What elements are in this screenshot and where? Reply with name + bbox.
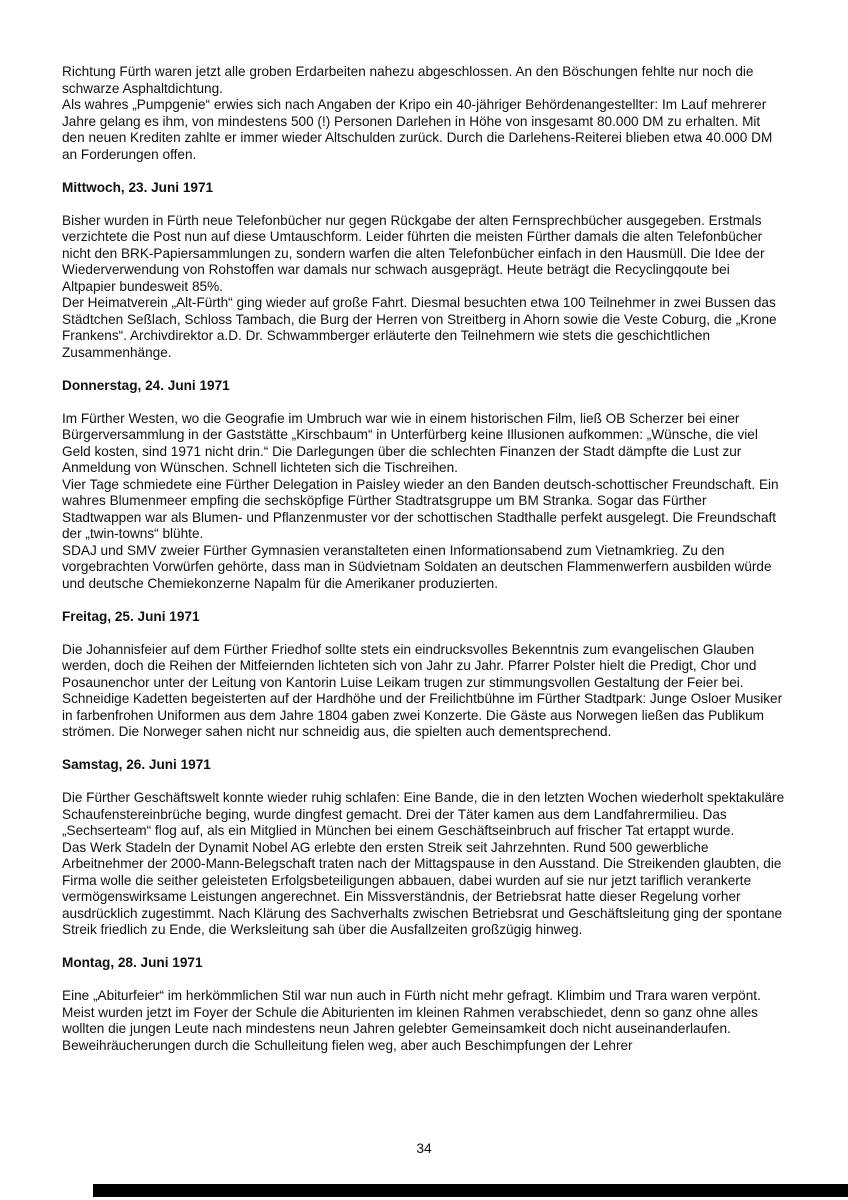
paragraph: Das Werk Stadeln der Dynamit Nobel AG erlebte den ersten Streik seit Jahrzehnten. Rund 500 gewerbliche Arbeitnehmer der 2000-Mann-Belegschaft traten nach der Mittagspause in den Ausstand. Die Streikenden glaubten, die Firma wolle die seither geleisteten Erfolgsbeteiligungen abbauen, dabei wurden auf sie nur jetzt tariflich verankerte vermögenswirksame Leistungen angerechnet. Ein Missverständnis, der Betriebsrat hatte dieser Regelung vorher ausdrücklich zugestimmt. Nach Klärung des Sachverhalts zwischen Betriebsrat und Geschäftsleitung ging der spontane Streik friedlich zu Ende, die Werksleitung sah über die Ausfallzeiten großzügig hinweg. [62, 839, 783, 937]
paragraph: Der Heimatverein „Alt-Fürth“ ging wieder auf große Fahrt. Diesmal besuchten etwa 100 Teilnehmer in zwei Bussen das Städtchen Seßlach, Schloss Tambach, die Burg der Herren von Streitberg in Ahorn sowie die Veste Coburg, die „Krone Frankens“. Archivdirektor a.D. Dr. Schwammberger erläuterte den Teilnehmern wie stets die geschichtlichen Zusammenhänge. [62, 295, 777, 360]
section-heading-montag-28-juni-1971: Montag, 28. Juni 1971 [62, 955, 203, 970]
section-heading-freitag-25-juni-1971: Freitag, 25. Juni 1971 [62, 608, 200, 624]
paragraph: Schneidige Kadetten begeisterten auf der Hardhöhe und der Freilichtbühne im Fürther Stadtpark: Junge Osloer Musiker in farbenfrohen Uniformen aus dem Jahre 1804 gaben zwei Konzerte. Die Gäste aus Norwegen ließen das Publikum strömen. Die Norweger sahen nicht nur schneidig aus, die spielten auch dementsprechend. [62, 691, 783, 739]
page-number: 34 [416, 1141, 432, 1156]
paragraph: Im Fürther Westen, wo die Geografie im Umbruch war wie in einem historischen Film, ließ OB Scherzer bei einer Bürgerversammlung in der Gaststätte „Kirschbaum“ in Unterfürberg keine Illusionen aufkommen: „Wünsche, die viel Geld kosten, sind 1971 nicht drin.“ Die Darlegungen über die schlechten Finanzen der Stadt dämpfte die Lust zur Anmeldung von Wünschen. Schnell lichteten sich die Tischreihen. [62, 410, 758, 475]
paragraph: Bisher wurden in Fürth neue Telefonbücher nur gegen Rückgabe der alten Fernsprechbücher ausgegeben. Erstmals verzichtete die Post nun auf diese Umtauschform. Leider führten die meisten Fürther damals die alten Telefonbücher nicht den BRK-Papiersammlungen zu, sondern warfen die alten Telefonbücher einfach in den Hausmüll. Die Idee der Wiederverwendung von Rohstoffen war damals nur schwach ausgeprägt. Heute beträgt die Recyclingqoute bei Altpapier bundesweit 85%. [62, 212, 765, 294]
scan-artifact-bar [93, 1184, 848, 1197]
paragraph: Die Johannisfeier auf dem Fürther Friedhof sollte stets ein eindrucksvolles Bekenntnis zum evangelischen Glauben werden, doch die Reihen der Mitfeiernden lichteten sich von Jahr zu Jahr. Pfarrer Polster hielt die Predigt, Chor und Posaunenchor unter der Leitung von Kantorin Luise Leikam trugen zur stimmungsvollen Gestaltung der Feier bei. [62, 641, 757, 690]
paragraph: Richtung Fürth waren jetzt alle groben Erdarbeiten nahezu abgeschlossen. An den Böschungen fehlte nur noch die schwarze Asphaltdichtung. [62, 64, 754, 96]
page-content [62, 64, 786, 1054]
paragraph: Die Fürther Geschäftswelt konnte wieder ruhig schlafen: Eine Bande, die in den letzten Wochen wiederholt spektakuläre Schaufenstereinbrüche beging, wurde dingfest gemacht. Drei der Täter kamen aus dem Landfahrermilieu. Das „Sechserteam“ flog auf, als ein Mitglied in München bei einem Geschäftseinbruch auf frischer Tat ertappt wurde. [62, 790, 785, 838]
section-heading-samstag-26-juni-1971: Samstag, 26. Juni 1971 [62, 757, 211, 772]
section-heading-donnerstag-24-juni-1971: Donnerstag, 24. Juni 1971 [62, 377, 230, 393]
paragraph: Als wahres „Pumpgenie“ erwies sich nach Angaben der Kripo ein 40-jähriger Behördenangestellter: Im Lauf mehrerer Jahre gelang es ihm, von mindestens 500 (!) Personen Darlehen in Höhe von insgesamt 80.000 DM zu erhalten. Mit den neuen Krediten zahlte er immer wieder Altschulden zurück. Durch die Darlehens-Reiterei blieben etwa 40.000 DM an Forderungen offen. [62, 97, 773, 162]
paragraph: SDAJ und SMV zweier Fürther Gymnasien veranstalteten einen Informationsabend zum Vietnamkrieg. Zu den vorgebrachten Vorwürfen gehörte, dass man in Südvietnam Soldaten an deutschen Flammenwerfern ausbilden würde und deutsche Chemiekonzerne Napalm für die Amerikaner produzierten. [62, 542, 772, 591]
paragraph: Vier Tage schmiedete eine Fürther Delegation in Paisley wieder an den Banden deutsch-schottischer Freundschaft. Ein wahres Blumenmeer empfing die sechsköpfige Fürther Stadtratsgruppe um BM Stranka. Sogar das Fürther Stadtwappen war als Blumen- und Pflanzenmuster vor der schottischen Stadthalle perfekt ausgelegt. Die Freundschaft der „twin-towns“ blühte. [62, 476, 779, 541]
section-heading-mittwoch-23-juni-1971: Mittwoch, 23. Juni 1971 [62, 179, 214, 195]
paragraph: Eine „Abiturfeier“ im herkömmlichen Stil war nun auch in Fürth nicht mehr gefragt. Klimbim und Trara waren verpönt. Meist wurden jetzt im Foyer der Schule die Abiturienten im kleinen Rahmen verabschiedet, denn so ganz ohne alles wollten die jungen Leute nach mindestens neun Jahren gelebter Gemeinsamkeit doch nicht auseinanderlaufen. Beweihräucherungen durch die Schulleitung fielen weg, aber auch Beschimpfungen der Lehrer [62, 988, 761, 1053]
